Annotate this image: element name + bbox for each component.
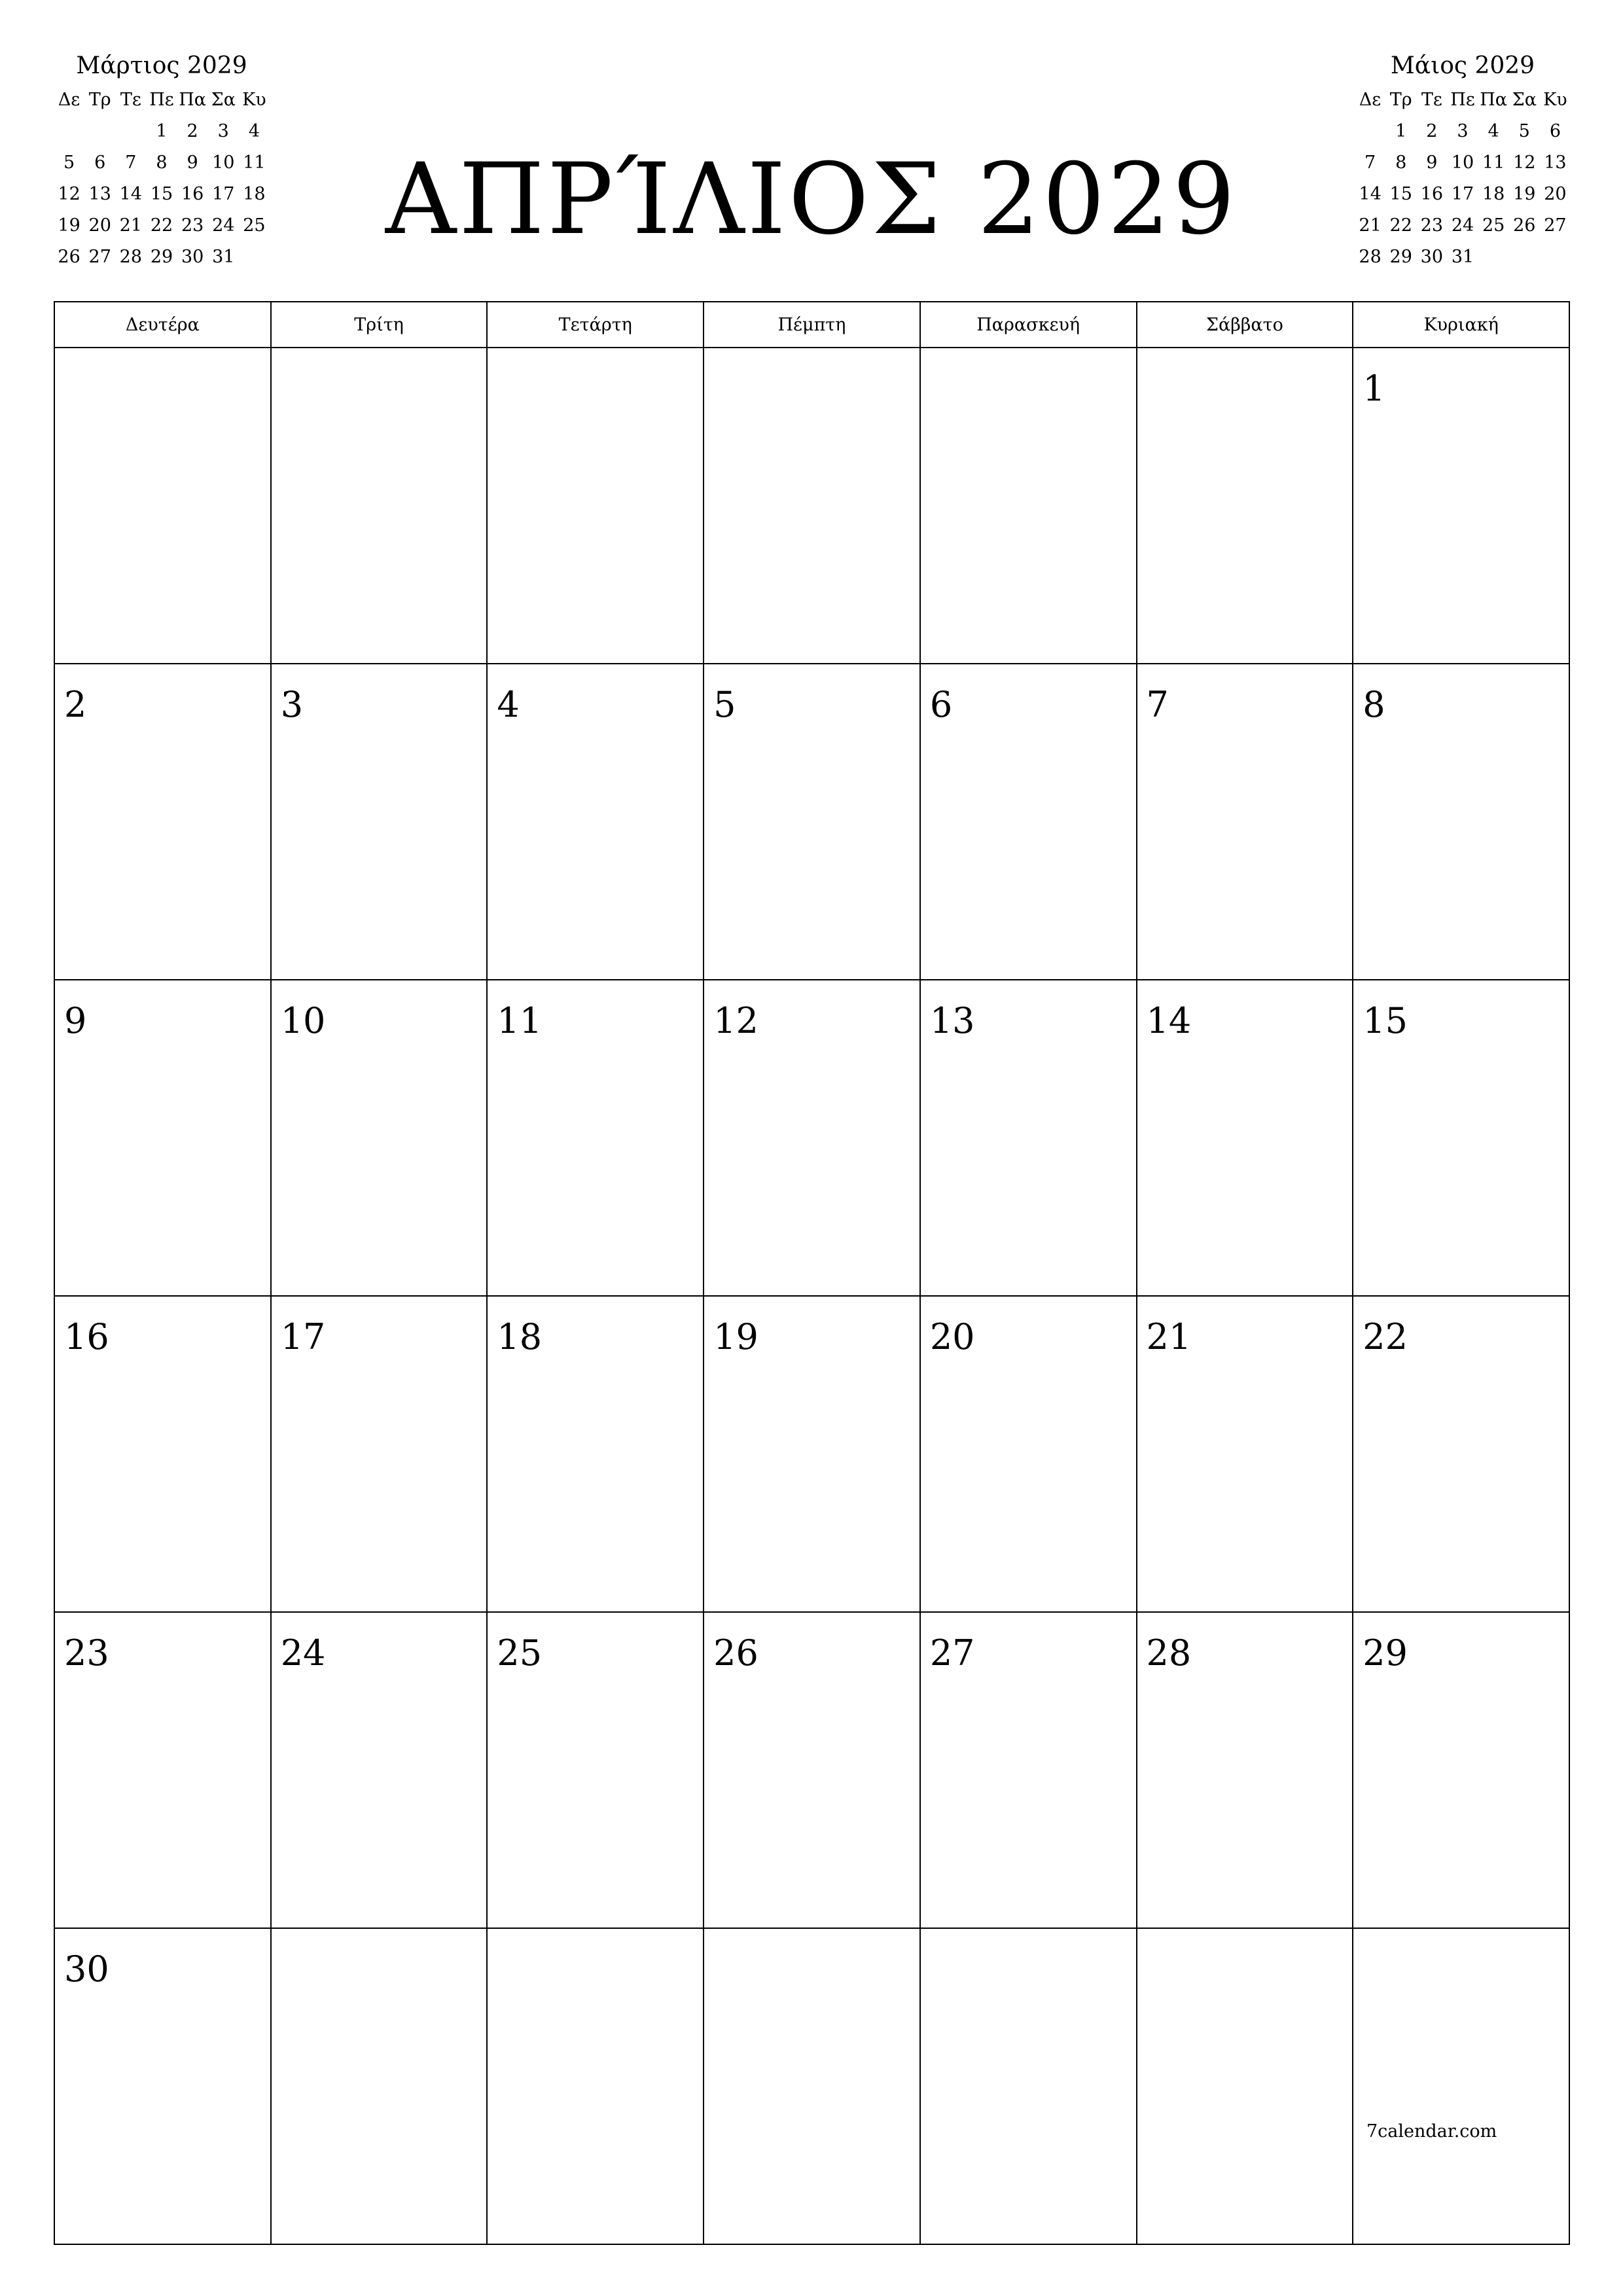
day-cell[interactable]: [1137, 348, 1353, 664]
mini-prev-day: 28: [119, 247, 143, 267]
day-number: 10: [280, 1000, 326, 1041]
day-cell[interactable]: [1353, 1296, 1569, 1612]
mini-prev-day: 15: [150, 184, 173, 204]
weekday-header: Τρίτη: [271, 302, 488, 348]
mini-next-day: 1: [1395, 121, 1407, 141]
mini-next-day: 3: [1457, 121, 1469, 141]
mini-next-day: 16: [1420, 184, 1444, 204]
day-cell[interactable]: [920, 664, 1137, 980]
day-cell[interactable]: [920, 348, 1137, 664]
mini-next-day: 19: [1513, 184, 1536, 204]
day-number: 6: [929, 684, 953, 725]
day-number: [55, 348, 270, 368]
mini-prev-day: 23: [181, 215, 204, 236]
day-number: [1353, 1929, 1569, 1948]
mini-next-day: 9: [1426, 152, 1438, 173]
day-number: 16: [64, 1316, 109, 1357]
day-number: 23: [64, 1632, 109, 1674]
day-cell[interactable]: [487, 1612, 704, 1928]
day-number: 12: [713, 1000, 758, 1041]
mini-prev-day: 12: [58, 184, 80, 204]
mini-prev-weekday: Τε: [120, 90, 141, 110]
day-number: 17: [280, 1316, 326, 1357]
mini-next-day: 17: [1451, 184, 1474, 204]
day-cell[interactable]: [54, 980, 271, 1296]
mini-next-day: 29: [1389, 247, 1412, 267]
mini-prev-weekday: Τρ: [88, 90, 111, 110]
mini-prev-weekday: Πε: [149, 90, 174, 110]
mini-calendar-prev-title: Μάρτιος 2029: [76, 52, 247, 79]
mini-next-day: 13: [1544, 152, 1567, 173]
day-cell[interactable]: [1353, 1928, 1569, 2244]
weekday-header: Τετάρτη: [487, 302, 704, 348]
mini-next-weekday: Σα: [1512, 90, 1537, 110]
mini-next-day: 20: [1544, 184, 1567, 204]
day-cell[interactable]: [487, 664, 704, 980]
mini-prev-day: 27: [88, 247, 111, 267]
mini-next-day: 21: [1359, 215, 1382, 236]
mini-prev-day: 30: [181, 247, 204, 267]
mini-next-weekday: Πε: [1450, 90, 1475, 110]
day-cell[interactable]: [54, 1612, 271, 1928]
mini-next-day: 15: [1389, 184, 1412, 204]
day-cell[interactable]: [487, 1296, 704, 1612]
mini-prev-day: 9: [187, 152, 198, 173]
mini-next-day: 7: [1364, 152, 1376, 173]
mini-next-day: 10: [1451, 152, 1474, 173]
day-number: 9: [64, 1000, 87, 1041]
weekday-header: Πέμπτη: [704, 302, 920, 348]
day-cell[interactable]: [1137, 1296, 1353, 1612]
week-row: [54, 664, 1569, 980]
mini-next-weekday: Τε: [1421, 90, 1442, 110]
week-row: [54, 1928, 1569, 2244]
day-number: 18: [497, 1316, 543, 1357]
week-row: [54, 1296, 1569, 1612]
mini-prev-day: 31: [212, 247, 235, 267]
day-cell[interactable]: [487, 1928, 704, 2244]
mini-next-day: 23: [1420, 215, 1444, 236]
mini-prev-day: 6: [94, 152, 106, 173]
day-number: 11: [497, 1000, 543, 1041]
day-number: 25: [497, 1632, 543, 1674]
mini-prev-day: 3: [217, 121, 229, 141]
day-number: 13: [929, 1000, 975, 1041]
mini-next-day: 31: [1451, 247, 1474, 267]
mini-next-weekday: Κυ: [1543, 90, 1567, 110]
day-number: 20: [929, 1316, 975, 1357]
mini-prev-day: 4: [248, 121, 260, 141]
day-number: 19: [713, 1316, 758, 1357]
day-number: 26: [713, 1632, 758, 1674]
day-cell[interactable]: [704, 1928, 920, 2244]
weekday-header: Παρασκευή: [920, 302, 1137, 348]
day-number: 2: [64, 684, 87, 725]
day-cell[interactable]: [54, 664, 271, 980]
day-cell[interactable]: [1137, 1612, 1353, 1928]
day-cell[interactable]: [704, 664, 920, 980]
day-number: [704, 348, 919, 368]
mini-next-day: 18: [1482, 184, 1505, 204]
watermark-text: 7calendar.com: [1366, 2121, 1497, 2142]
day-number: [488, 348, 703, 368]
day-cell[interactable]: [1353, 664, 1569, 980]
day-number: 24: [280, 1632, 326, 1674]
mini-next-day: 27: [1544, 215, 1567, 236]
day-number: [704, 1929, 919, 1948]
mini-prev-day: 5: [63, 152, 75, 173]
day-number: [1137, 1929, 1353, 1948]
day-number: 8: [1363, 684, 1385, 725]
mini-next-day: 26: [1513, 215, 1536, 236]
mini-next-day: 8: [1395, 152, 1407, 173]
mini-next-weekday: Τρ: [1389, 90, 1412, 110]
day-number: [921, 1929, 1136, 1948]
mini-next-day: 6: [1549, 121, 1561, 141]
day-number: [272, 1929, 487, 1948]
mini-prev-day: 20: [88, 215, 111, 236]
weeks-body: [54, 348, 1569, 2244]
day-number: 14: [1146, 1000, 1192, 1041]
mini-next-weekday: Δε: [1359, 90, 1382, 110]
day-number: 28: [1146, 1632, 1192, 1674]
day-cell[interactable]: [271, 1612, 488, 1928]
day-number: [921, 348, 1136, 368]
day-cell[interactable]: [271, 664, 488, 980]
page-title: ΑΠΡΊΛΙΟΣ 2029: [385, 143, 1238, 257]
day-cell[interactable]: [54, 1296, 271, 1612]
mini-prev-day: 17: [212, 184, 235, 204]
day-number: 29: [1363, 1632, 1408, 1674]
mini-prev-day: 10: [212, 152, 235, 173]
mini-prev-weekday: Δε: [58, 90, 80, 110]
day-number: [1137, 348, 1353, 368]
week-row: [54, 980, 1569, 1296]
day-number: 27: [929, 1632, 975, 1674]
day-number: 21: [1146, 1316, 1192, 1357]
mini-prev-weekday: Πα: [179, 90, 207, 110]
day-cell[interactable]: [1137, 980, 1353, 1296]
day-cell[interactable]: [271, 1296, 488, 1612]
day-number: 15: [1363, 1000, 1408, 1041]
mini-prev-day: 14: [119, 184, 143, 204]
mini-next-day: 11: [1482, 152, 1505, 173]
day-number: 22: [1363, 1316, 1408, 1357]
mini-next-weekday: Πα: [1480, 90, 1508, 110]
day-cell[interactable]: [704, 348, 920, 664]
day-cell[interactable]: [271, 348, 488, 664]
week-row: [54, 348, 1569, 664]
day-number: 30: [64, 1948, 109, 1990]
day-number: [272, 348, 487, 368]
day-cell[interactable]: [487, 980, 704, 1296]
mini-prev-weekday: Σα: [211, 90, 236, 110]
day-cell[interactable]: [271, 1928, 488, 2244]
mini-next-day: 25: [1482, 215, 1505, 236]
mini-prev-day: 8: [156, 152, 168, 173]
mini-next-day: 28: [1359, 247, 1382, 267]
weekday-header-row: [54, 302, 1569, 348]
day-cell[interactable]: [1137, 664, 1353, 980]
mini-prev-day: 25: [243, 215, 266, 236]
month-grid: [54, 301, 1570, 2245]
day-number: [488, 1929, 703, 1948]
weekday-header: Κυριακή: [1353, 302, 1569, 348]
mini-prev-day: 2: [187, 121, 198, 141]
day-cell[interactable]: [704, 980, 920, 1296]
day-number: 7: [1146, 684, 1169, 725]
mini-next-day: 5: [1518, 121, 1530, 141]
mini-prev-day: 22: [150, 215, 173, 236]
week-row: [54, 1612, 1569, 1928]
day-number: 5: [713, 684, 736, 725]
mini-prev-day: 26: [58, 247, 80, 267]
mini-next-day: 24: [1451, 215, 1474, 236]
day-number: 4: [497, 684, 520, 725]
mini-prev-day: 18: [243, 184, 266, 204]
weekday-header: Σάββατο: [1137, 302, 1353, 348]
day-cell[interactable]: [920, 1928, 1137, 2244]
day-cell[interactable]: [54, 1928, 271, 2244]
mini-calendar-next-title: Μάιος 2029: [1390, 52, 1535, 79]
mini-next-day: 4: [1488, 121, 1499, 141]
day-cell[interactable]: [271, 980, 488, 1296]
mini-prev-day: 16: [181, 184, 204, 204]
mini-prev-day: 11: [243, 152, 266, 173]
day-cell[interactable]: [920, 1612, 1137, 1928]
mini-next-day: 2: [1426, 121, 1438, 141]
day-cell[interactable]: [704, 1612, 920, 1928]
mini-prev-day: 21: [119, 215, 143, 236]
day-cell[interactable]: [1353, 980, 1569, 1296]
day-cell[interactable]: [920, 980, 1137, 1296]
day-cell[interactable]: [1353, 1612, 1569, 1928]
mini-next-day: 30: [1420, 247, 1444, 267]
mini-next-day: 12: [1513, 152, 1536, 173]
mini-prev-day: 13: [88, 184, 111, 204]
mini-prev-day: 1: [156, 121, 168, 141]
mini-prev-day: 24: [212, 215, 235, 236]
weekday-header: Δευτέρα: [54, 302, 271, 348]
mini-prev-day: 7: [125, 152, 137, 173]
day-cell[interactable]: [920, 1296, 1137, 1612]
day-cell[interactable]: [487, 348, 704, 664]
mini-next-day: 22: [1389, 215, 1412, 236]
mini-prev-weekday: Κυ: [242, 90, 266, 110]
day-cell[interactable]: [1137, 1928, 1353, 2244]
mini-prev-day: 19: [58, 215, 80, 236]
day-cell[interactable]: [54, 348, 271, 664]
mini-prev-day: 29: [150, 247, 173, 267]
day-number: 1: [1363, 368, 1385, 409]
day-cell[interactable]: [1353, 348, 1569, 664]
day-number: 3: [280, 684, 304, 725]
mini-next-day: 14: [1359, 184, 1382, 204]
day-cell[interactable]: [704, 1296, 920, 1612]
